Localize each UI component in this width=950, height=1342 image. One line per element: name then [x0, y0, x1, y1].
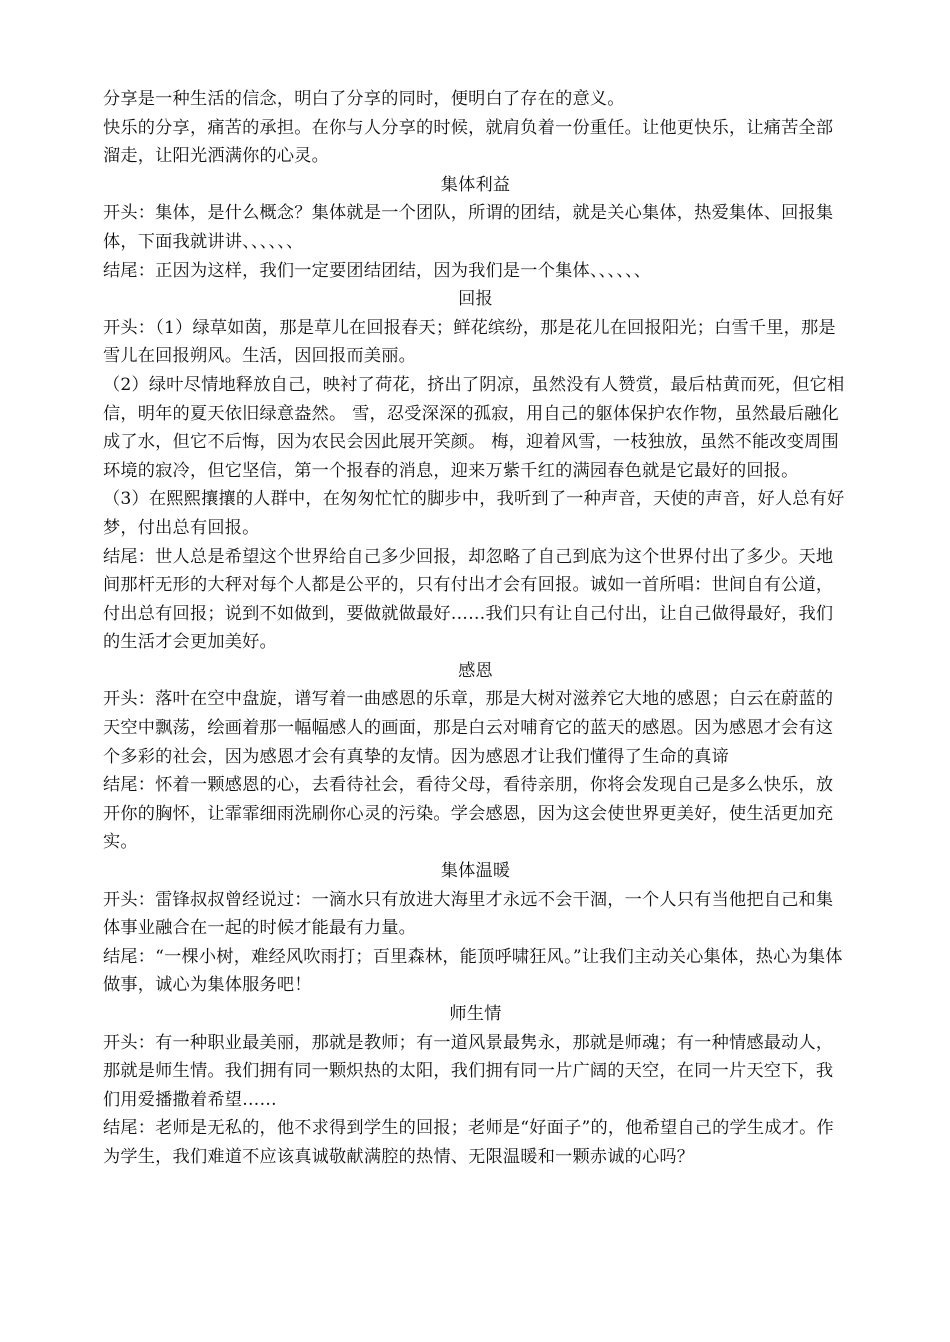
- teacher-student-ending: 结尾：老师是无私的，他不求得到学生的回报；老师是“好面子”的，他希望自己的学生成才。作为学生，我们难道不应该真诚敬献满腔的热情、无限温暖和一颗赤诚的心吗？: [103, 1118, 834, 1167]
- repay-opening-3: （3）在熙熙攘攘的人群中，在匆匆忙忙的脚步中，我听到了一种声音，天使的声音，好人总有好梦，付出总有回报。: [103, 489, 845, 538]
- section-title-gratitude: 感恩: [458, 660, 493, 681]
- section-title-repay: 回报: [458, 289, 493, 310]
- document-page: [103, 85, 848, 1172]
- repay-opening-1: 开头：（1）绿草如茵，那是草儿在回报春天；鲜花缤纷，那是花儿在回报阳光；白雪千里，那是雪儿在回报朔风。生活，因回报而美丽。: [103, 317, 836, 367]
- collective-interest-opening: 开头：集体，是什么概念？集体就是一个团队，所谓的团结，就是关心集体，热爱集体、回报集体，下面我就讲讲、、、、、、: [103, 203, 834, 252]
- gratitude-ending: 结尾：怀着一颗感恩的心，去看待社会，看待父母，看待亲朋，你将会发现自己是多么快乐，放开你的胸怀，让霏霏细雨洗刷你心灵的污染。学会感恩，因为这会使世界更美好，使生活更加充实。: [103, 775, 834, 853]
- intro-paragraph-2: 快乐的分享，痛苦的承担。在你与人分享的时候，就肩负着一份重任。让他更快乐，让痛苦全部溜走，让阳光洒满你的心灵。: [103, 117, 834, 167]
- repay-opening-2: （2）绿叶尽情地释放自己，映衬了荷花，挤出了阴凉，虽然没有人赞赏，最后枯黄而死，但它相信，明年的夏天依旧绿意盎然。 雪，忍受深深的孤寂，用自己的躯体保护农作物，虽然最后融化成了水，但它不后悔，因为农民会因此展开笑颜。 梅，迎着风雪，一枝独放，虽然不能改变周围环境的寂冷，但它坚信，第一个报春的消息，迎来万紫千红的满园春色就是它最好的回报。: [103, 374, 845, 481]
- collective-warmth-ending: 结尾：“一棵小树，难经风吹雨打；百里森林，能顶呼啸狂风。”让我们主动关心集体，热心为集体做事，诚心为集体服务吧！: [103, 946, 843, 996]
- teacher-student-opening: 开头：有一种职业最美丽，那就是教师；有一道风景最隽永，那就是师魂；有一种情感最动人，那就是师生情。我们拥有同一颗炽热的太阳，我们拥有同一片广阔的天空，在同一片天空下，我们用爱播撒着希望……: [103, 1032, 834, 1110]
- section-title-collective-interest: 集体利益: [440, 174, 511, 195]
- intro-paragraph-1: 分享是一种生活的信念，明白了分享的同时，便明白了存在的意义。: [103, 89, 625, 109]
- gratitude-opening: 开头：落叶在空中盘旋，谱写着一曲感恩的乐章，那是大树对滋养它大地的感恩；白云在蔚蓝的天空中飘荡，绘画着那一幅幅感人的画面，那是白云对哺育它的蓝天的感恩。因为感恩才会有这个多彩的社会，因为感恩才会有真挚的友情。因为感恩才让我们懂得了生命的真谛: [103, 689, 834, 767]
- repay-ending: 结尾：世人总是希望这个世界给自己多少回报，却忽略了自己到底为这个世界付出了多少。天地间那杆无形的大秤对每个人都是公平的，只有付出才会有回报。诚如一首所唱：世间自有公道，付出总有回报；说到不如做到，要做就做最好……我们只有让自己付出，让自己做得最好，我们的生活才会更加美好。: [103, 546, 834, 653]
- section-title-collective-warmth: 集体温暖: [440, 861, 511, 882]
- collective-warmth-opening: 开头：雷锋叔叔曾经说过：一滴水只有放进大海里才永远不会干涸，一个人只有当他把自己和集体事业融合在一起的时候才能最有力量。: [103, 889, 834, 939]
- collective-interest-ending: 结尾：正因为这样，我们一定要团结团结，因为我们是一个集体、、、、、、: [103, 260, 652, 281]
- section-title-teacher-student: 师生情: [449, 1004, 502, 1024]
